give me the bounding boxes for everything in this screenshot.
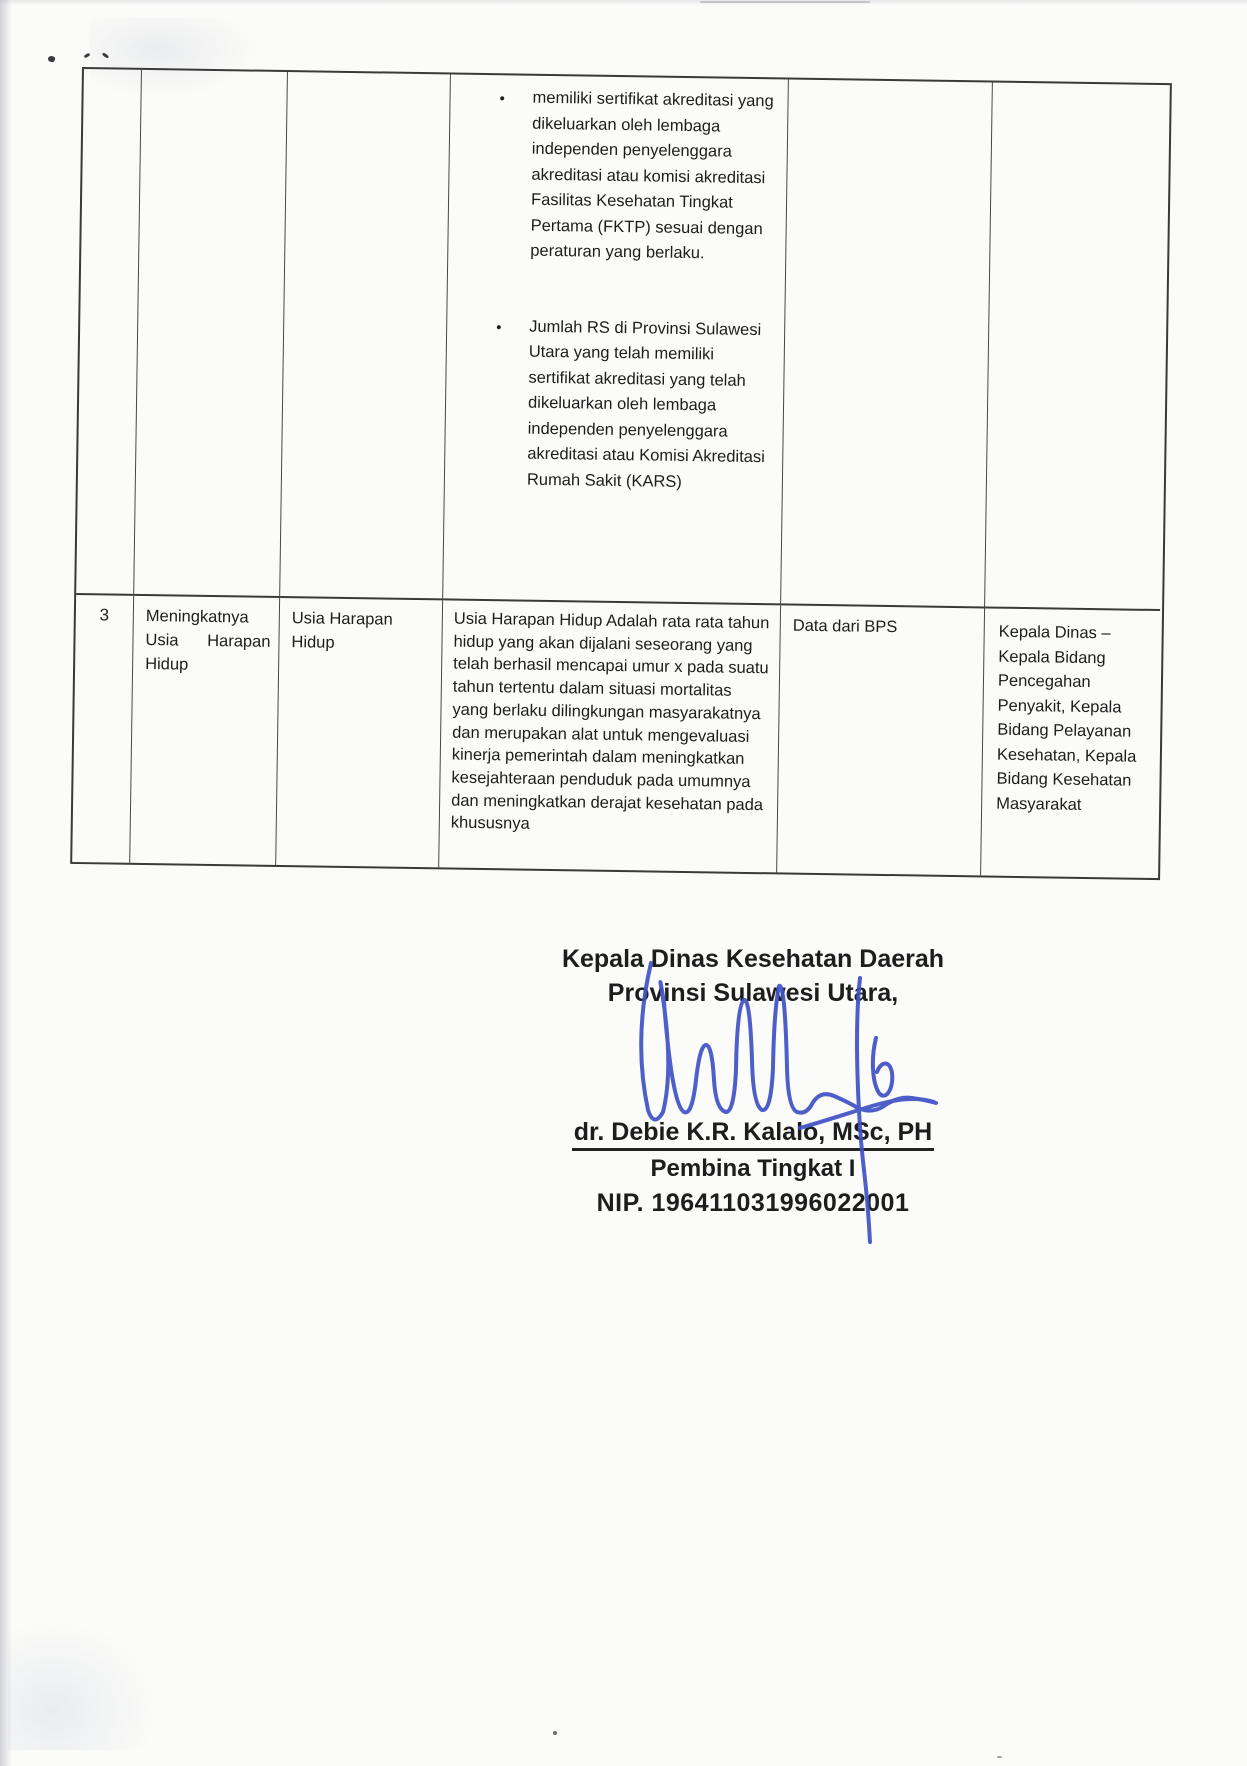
cell-sumber-data: Data dari BPS bbox=[777, 605, 985, 875]
signer-rank: Pembina Tingkat I bbox=[650, 1155, 856, 1182]
bullet-item: • Jumlah RS di Provinsi Sulawesi Utara yang telah memiliki sertifikat akreditasi yang telah dikeluarkan oleh lembaga independen penyelenggara akreditasi atau Komisi Akreditasi Rumah Sakit (KARS) bbox=[527, 314, 775, 496]
cell-row-number: 3 bbox=[72, 595, 134, 863]
signer-nip: NIP. 196411031996022001 bbox=[596, 1189, 910, 1217]
cell-sasaran: Meningkatnya Usia Harapan Hidup bbox=[130, 596, 280, 865]
signer-name: dr. Debie K.R. Kalalo, MSc, PH bbox=[572, 1117, 934, 1151]
cell-definisi-operasional: Usia Harapan Hidup Adalah rata rata tahun hidup yang akan dijalani seseorang yang telah berhasil mencapai umur x pada suatu tahun tertentu dalam situasi mortalitas yang berlaku dilingkungan masyarakatnya dan merupakan alat untuk mengevaluasi kinerja pemerintah dalam meningkatkan kesejahteraan penduduk pada umumnya dan meningkatkan derajat kesehatan pada khususnya bbox=[439, 600, 781, 872]
signature-title-line2: Provinsi Sulawesi Utara, bbox=[607, 979, 899, 1007]
cell-penanggung-jawab: Kepala Dinas – Kepala Bidang Pencegahan Penyakit, Kepala Bidang Pelayanan Kesehatan, Kepala Bidang Kesehatan Masyarakat bbox=[996, 622, 1137, 814]
cell-indikator: Usia Harapan Hidup bbox=[276, 598, 443, 867]
bullet-item: • memiliki sertifikat akreditasi yang dikeluarkan oleh lembaga independen penyelenggara akreditasi atau komisi akreditasi Fasilitas Kesehatan Tingkat Pertama (FKTP) sesuai dengan peraturan yang berlaku. bbox=[530, 86, 778, 268]
signature-title-line1: Kepala Dinas Kesehatan Daerah bbox=[561, 945, 945, 973]
